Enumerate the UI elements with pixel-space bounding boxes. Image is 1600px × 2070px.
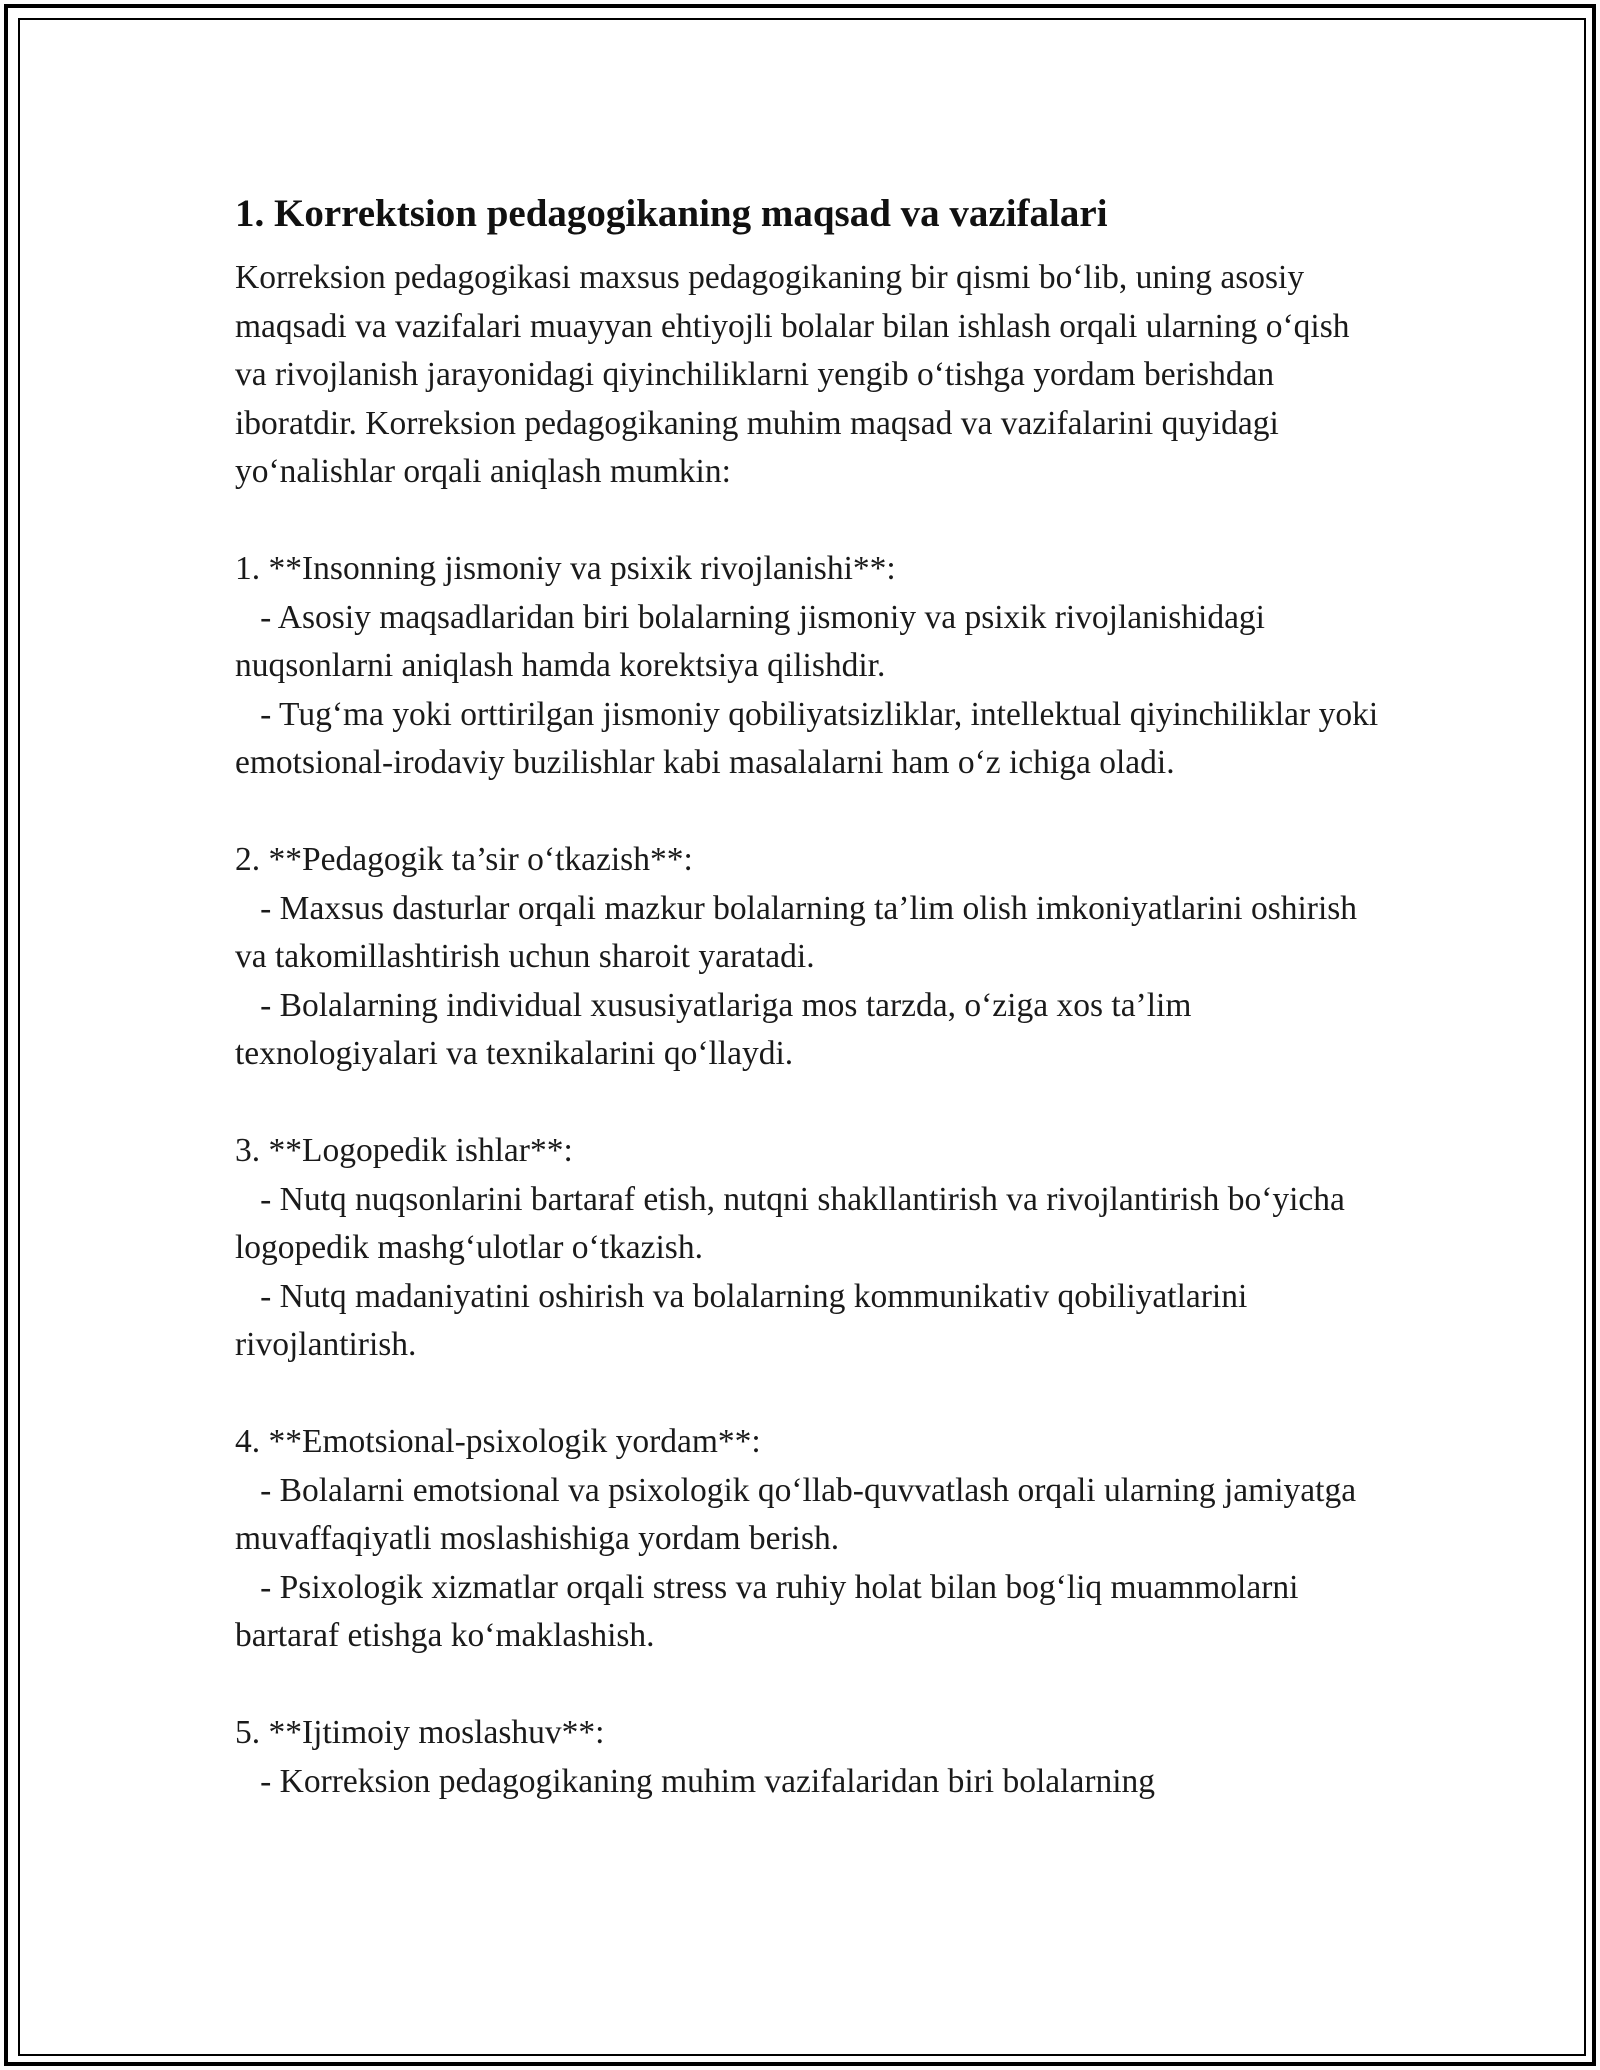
list-item-bullet: - Nutq madaniyatini oshirish va bolalarning kommunikativ qobiliyatlarini rivojlantirish. [235,1277,1248,1363]
list-item [235,836,1385,1079]
page-title: 1. Korrektsion pedagogikaning maqsad va vazifalari [235,192,1108,235]
intro-paragraph: Korreksion pedagogikasi maxsus pedagogikaning bir qismi bo‘lib, uning asosiy maqsadi va vazifalari muayyan ehtiyojli bolalar bilan ishlash orqali ularning o‘qish va rivojlanish jarayonidagi qiyinchiliklarni yengib o‘tishga yordam berishdan iboratdir. Korreksion pedagogikaning muhim maqsad va vazifalarini quyidagi yo‘nalishlar orqali aniqlash mumkin: [235,259,1350,490]
document-body [235,186,1385,1855]
list-item-bullet: - Bolalarni emotsional va psixologik qo‘llab-quvvatlash orqali ularning jamiyatga muvaffaqiyatli moslashishiga yordam berish. [235,1471,1357,1557]
list-item-bullet: - Psixologik xizmatlar orqali stress va ruhiy holat bilan bog‘liq muammolarni bartaraf etishga ko‘maklashish. [235,1568,1299,1654]
list-item-title: 3. **Logopedik ishlar**: [235,1132,573,1169]
list-item-title: 2. **Pedagogik ta’sir o‘tkazish**: [235,841,693,878]
list-item-bullet: - Bolalarning individual xususiyatlariga mos tarzda, o‘ziga xos ta’lim texnologiyalari va texnikalarini qo‘llaydi. [235,986,1192,1072]
list-item-bullet: - Korreksion pedagogikaning muhim vazifalaridan biri bolalarning [260,1762,1156,1800]
list-item-bullet: - Tug‘ma yoki orttirilgan jismoniy qobiliyatsizliklar, intellektual qiyinchiliklar yoki emotsional-irodaviy buzilishlar kabi masalalarni ham o‘z ichiga oladi. [235,695,1379,781]
list-item-bullet: - Asosiy maqsadlaridan biri bolalarning jismoniy va psixik rivojlanishidagi nuqsonlarni aniqlash hamda korektsiya qilishdir. [235,598,1265,684]
list-item-title: 1. **Insonning jismoniy va psixik rivojlanishi**: [235,550,896,587]
list-item-bullet: - Maxsus dasturlar orqali mazkur bolalarning ta’lim olish imkoniyatlarini oshirish va takomillashtirish uchun sharoit yaratadi. [235,889,1358,975]
list-item [235,1418,1385,1661]
list-item [235,1127,1385,1370]
list-item-title: 4. **Emotsional-psixologik yordam**: [235,1423,761,1460]
list-item [235,1709,1385,1806]
list-item-title: 5. **Ijtimoiy moslashuv**: [235,1714,605,1751]
list-item-bullet: - Nutq nuqsonlarini bartaraf etish, nutqni shakllantirish va rivojlantirish bo‘yicha logopedik mashg‘ulotlar o‘tkazish. [235,1180,1345,1266]
list-item [235,545,1385,788]
